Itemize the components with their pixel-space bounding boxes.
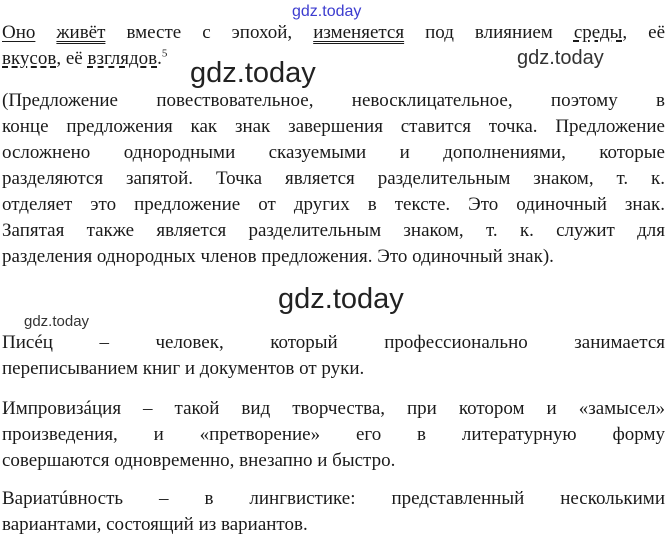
sentence-text: под влиянием: [425, 22, 553, 43]
sentence-text: , её: [622, 22, 665, 43]
analysis-paragraph: [2, 88, 665, 270]
predicate-word-1: живёт: [56, 22, 106, 43]
analysis-line: Запятая также является разделительным знаком, т. к. служит для: [2, 220, 665, 241]
watermark-large-middle: gdz.today: [278, 283, 404, 315]
analysis-line: конце предложения как знак завершения ставится точка. Предложение: [2, 116, 665, 137]
subject-word: Оно: [2, 22, 36, 43]
definition-line: Импровизáция – такой вид творчества, при котором и «замысел»: [2, 398, 665, 419]
definition-line: произведения, и «претворение» его в литературную форму: [2, 424, 665, 445]
object-word-2: вкусов: [2, 48, 57, 69]
sentence-text: вместе с эпохой,: [126, 22, 293, 43]
definition-improvisation: [2, 396, 665, 474]
object-word-3: взглядов: [87, 48, 158, 69]
footnote-marker: 5: [161, 47, 168, 60]
analysis-line: (Предложение повествовательное, невосклицательное, поэтому в: [2, 90, 665, 111]
definition-variativnost: [2, 486, 665, 538]
watermark-small-left: gdz.today: [24, 313, 90, 330]
analysis-line: отделяет это предложение от других в тексте. Это одиночный знак.: [2, 194, 665, 215]
sentence-line-1: [2, 20, 665, 46]
sentence-text: , её: [56, 48, 83, 69]
object-word-1: среды: [573, 22, 623, 43]
definition-line: совершаются одновременно, внезапно и быстро.: [2, 450, 396, 471]
sentence-line-2: [2, 46, 665, 72]
analysis-line: разделяются запятой. Точка является разделительным знаком, т. к.: [2, 168, 665, 189]
analysis-line: разделения однородных членов предложения. Это одиночный знак).: [2, 246, 554, 267]
definition-line: Писéц – человек, который профессионально занимается: [2, 332, 665, 353]
example-sentence: [2, 20, 665, 72]
watermark-top: gdz.today: [292, 3, 362, 20]
definition-line: Вариатúвность – в лингвистике: представленный несколькими: [2, 488, 665, 509]
definition-line: переписыванием книг и документов от руки.: [2, 358, 365, 379]
watermark-large-upper: gdz.today: [190, 57, 316, 89]
predicate-word-2: изменяется: [313, 22, 405, 43]
sentence-period: .: [157, 48, 162, 69]
analysis-line: осложнено однородными сказуемыми и дополнениями, которые: [2, 142, 665, 163]
definition-line: вариантами, состоящий из вариантов.: [2, 514, 308, 535]
watermark-right: gdz.today: [517, 47, 604, 69]
definition-pisets: [2, 330, 665, 382]
